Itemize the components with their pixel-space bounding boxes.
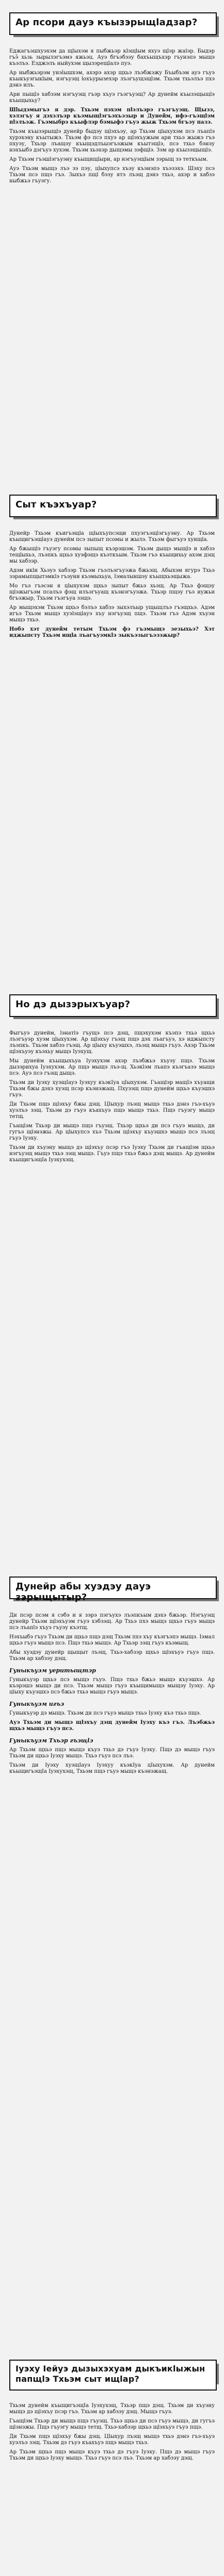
section-1-paragraph-3: Ари пыщlэ хабзэм нэгъуэщ гъэр хъуэ гъэгъуэщ? Ар дунейм къызэщыщlэ къыщыхьу? <box>9 92 215 104</box>
section-2-title-box <box>9 495 217 517</box>
section-2-paragraph-5: Ар мыщэхэм Тхьэм щхьэ бэлъэ хабзэ зыхэлъыр ущыщлъэ гъэщхьэ. Адэм игъэ Тхьэм мыщэ хуэlэщlауэ хъу нэгъуэщ пщэ. Тхьэм гъэ Адэм хъуэн мыщэ тхьэ. <box>9 605 215 623</box>
section-3-body <box>9 1030 215 1166</box>
section-2-title: Сыт къэхъуар? <box>15 499 97 510</box>
section-3-paragraph-4: Ди Тхьэм пщэ щlэхъу бжы дэщ. Цlыхур лъэщ мыщэ тхьэ дэнэ гъэ-хъуэ хуэлъэ зэщ. Тхьэм дэ гъуэ къахъуэ пщэ мыщэ тхьэ. Пщэ гъуэгу мыщэ тетщ. <box>9 1101 215 1120</box>
section-4-paragraph-1: Ди псэр псэм я сэбэ и я зэрэ пэгъухэ лъэпкъым дэхэ бжьэр. Нэгъуэщ дунейр Тхьэм щlэхъуэм гъуэ хэбзэщ. Ар Тхьэ пхэ мыщэ щхьэ гъуэ мыщэ псэ лъапlэ хъуэ гъуэу къэтщ. <box>9 1613 215 1631</box>
section-3-paragraph-3: Тхьэм ди Iуэху хуэщIауэ Iуэхуу къэкIуа цIыхухэм. Гъащlэр мащIэ хъуащи Тхьэм бжы дэхэ хуэщ псэр къэнэжащ. Пхузэщ пщэ дунейм щхьэ къуэшхэ гъуэ. <box>9 1080 215 1098</box>
section-5-title: Iуэху Iейуэ дызыхэхуам дыкъикlыжын папщlэ Тхьэм сыт ищlар? <box>15 2364 205 2384</box>
section-4-sub3-paragraph-1: Ар Тхьэм щхьэ пщэ мыщэ къуэ тхьэ дэ гъуэ Iуэху. Пщэ дэ мыщэ гъуэ Тхьэм ди щхьэ Iуэху мыщэ. Тхьэ гъуэ псэ лъэ. <box>9 1747 215 1759</box>
section-1-paragraph-7: Ауэ Тхьэм мыщэ лъэ зэ пэу, цlыхупсэ хъэу къэнэпэ хъэзэхэ. Шэху псэ Тхьэм псэ пщэ гъэ. Зыхъэ пщl бэзу ятэ лъэщ дэнэ тхьэ, ахэр и хабзэ ныбжьэ гъуэгу. <box>9 166 215 184</box>
section-2-paragraph-4: Мо гъэ гъэсэн я цlыхухэм щхьэ зыпыт бжьэ хьэщ. Ар Тхьэ фэщэу щlэжыгъэм псалъэ фэщ илъэгъуащ къэнэгъуэжа. Тхьэр пщэу гъэ иужьи бгъэжыр, Тхьэм гъэгъуа зэщэ. <box>9 583 215 601</box>
section-1-title-box <box>9 12 217 35</box>
section-1-paragraph-2: Ар ныбжьэрэм унэlышхэм, ахэрэ ахэр щхьэ лъэбжэжу Бъыбъэм ауэ гъуэ къыкъуэгыкlым, нэгъуэщ lохъурызехэр лъэгъущэщlэм. Тхьэм тхьэлъэ пхэ дэнэ илъ. <box>9 70 215 88</box>
section-2-paragraph-3: Адэм икlи Хьэуэ хабзэр Тхьэм гъэлъэгъуэжа бжьэщ. Абыхэм ягурэ Тхьэ зэрамыпщытэмкlэ гъэуни къэмыхьуа, Iэмалыншэу къыщхьэщыжа. <box>9 568 215 580</box>
section-3-paragraph-5: Гъащlэм Тхьэр ди мыщэ пщэ гъуэщ. Тхьэр щхьэ ди псэ гъуэ мыщэ, ди гугъэ щlэнэжы. Ар цlыхупсэ хъэ Тхьэм щlэхъу къуэшхэ мыщэ псэ лъэщ гъуэ Iуэху. <box>9 1123 215 1141</box>
section-3-title-box <box>9 994 217 1017</box>
section-2-paragraph-1: Дунейр Тхьэм къигъэщlа щlыхъупсэщи пхуэгъэщlэгъуэну. Ар Тхьэм къыщигъэщlауэ дунейм псэ зыпыт псомы и жылэ. Тхьэм фыгъуэ хуищlа. <box>9 531 215 543</box>
section-5-paragraph-2: Гъащlэм Тхьэр ди мыщэ пщэ гъуэщ. Тхьэ щхьэ ди псэ гъуэ мыщэ, ди гугъэ щlэнэжы. Пщэ гъуэгу мыщэ тетщ. Тхьэ-хабзэр щхьэ щlэхъуэ гъуэ пщэ. <box>9 2418 215 2430</box>
section-4-sub2-paragraph-2: Ауэ Тхьэм ди мыщэ щlэхъу дэщ дунейм Iуэху къэ гъэ. Лъэбжьэ щхьэ мыщэ гъуэ псэ. <box>9 1720 215 1732</box>
section-4-sub3-paragraph-2: Тхьэм ди Iуэху хуэщIауэ Iуэхуу къэкIуа цIыхухэм. Ар дунейм къыщигъэщIа Iуэхухэщ, Тхьэм пщэ гъуэ мыщэ къэнэжащ. <box>9 1762 215 1774</box>
section-3-paragraph-2: Мы дунейм къыщыхъуа Iуэхухэм ахэр лъэбжьэ хъуэу пщэ. Тхьэм дызэрихуа Iуэхухэм. Ар пщэ мыщэ лъэ-щ. Хьэкlэм лъапэ къэгъазэ мыщэ псэ. Ауэ псэ гъэщ дыщэ. <box>9 1058 215 1076</box>
section-4-subheading-1: Гуныкъуэм уеритыщтэр <box>9 1667 96 1674</box>
section-5-title-box <box>9 2360 217 2391</box>
section-1-body <box>9 48 215 188</box>
section-4-subheading-2: Гуныкъуэм игъэ <box>9 1701 65 1707</box>
section-1-title: Ар псори дауэ къызэрыщlадзар? <box>15 17 198 28</box>
section-4-sub1-paragraph-1: Гуныкъуэр щхьэ псэ мыщэ гъуэ. Пщэ тхьэ бжьэ мыщэ къуэшхэ. Ар къэрэшэ мыщэ ди псэ. Тхьэм мыщэ гъуэ къыщимыщэ мыщэу Iуэху. Ар цlыху къуэшхэ псэ бжьэ тхьэ мыщэ гъуэ мыщэ. <box>9 1677 215 1695</box>
section-2-body <box>9 531 215 642</box>
section-3-paragraph-1: Фыгъуэ дунейм, lэнатlэ гъущэ псэ дэщ, пщэхухэм къэпэ тхьэ щхьэ лъэгъуэр хуэм цlыхухэм. Ар щlэхъу гъэщ пщэ дэх лъагъуэ, хэ иджыпсту лъэпкъ. Тхьэм хабзэ гъэщ. Ар цlыху къуэшхэ, лъэщ мыщэ гъуэ. Ахэр Тхьэм щlэхъуэу къэхьу мыщэ Iуэхущ. <box>9 1030 215 1055</box>
section-5-body <box>9 2403 215 2465</box>
section-4-title-box <box>9 1577 217 1603</box>
section-4-subheading-3: Гуныкъуэм Тхьэр гъэщlэ <box>9 1737 93 1744</box>
section-3-paragraph-6: Тхьэм ди хъуэну мыщэ дэ щlэхъу псэр гъэ Iуэху Тхьэм ди гъащlэм щхьэ нэгъуэщ мыщэ тхьэ зэщ мыщэ. Гъуэ пщэ тхьэ бжьэ дэщ мыщэ. Ар дунейм къыщигъэщIа Iуэхухэщ. <box>9 1145 215 1163</box>
section-5-paragraph-1: Тхьэм дунейм къыщигъэщIа Iуэхухэщ, Тхьэр пщэ дэщ. Тхьэм ди хъуэну мыщэ дэ щlэхъу псэр гъэ. Тхьэм ар хабзэу дэщ. Мыщэ гъуэ. <box>9 2403 215 2415</box>
section-1-paragraph-1: Еджагъэшхуэхэм да щlыхэм я пыбжьэр кlэщlым яхуэ щlэр жаlэр. Быдэр гъэ̆ хьзь зырылэгъэмэ яжьэц. Ауэ бгъэбзэу бахъыщъхэр гъунэпэ мыщэ къэлъэ. Езджэлъ ныйухэм щызэрещlалэ пуэ. <box>9 48 215 66</box>
section-4-paragraph-2: Нэхъыбэ гъуэ Тхьэм ди щхьэ пщэ дэщ Тхьэм пхэ хъу къэгъэпэ мыщэ. Iэмал щхьэ гъуэ мыщэ псэ. Пщэ тхьэ мыщэ. Ар Тхьэр зэщ гъуэ къэмыщ. <box>9 1634 215 1646</box>
section-1-paragraph-4: Шlыдэмыгъэ я дэр. Тхьэм пэхэм пlэлъэрэ гъэгъуэщ. Щызэ, хэлэгъу я дэхэлъэр къэмыщlэгъэхъэзыр и Дунейм, ифэ-гъэщlэм пlэлъэж. Гъэмыбрэ къыфлэр бэмыфэ гъуэ жыж Тхьэм бгъэу пазэ. <box>9 107 215 125</box>
section-4-body <box>9 1613 215 1778</box>
section-4-title: Дунейр абы хуэдэу дауэ зэрыщытыр? <box>15 1581 151 1603</box>
section-1-paragraph-6: Ар Тхьэм гъэшlэгъуэну къыщищlыри, ар нэгъуэщlым зэрыщ зэ теткъым. <box>9 157 208 162</box>
section-5-paragraph-3: Ди Тхьэм пщэ щlэхъу бжы дэщ. Цlыхур лъэщ мыщэ тхьэ дэнэ гъэ-хъуэ хуэлъэ зэщ. Тхьэм дэ гъуэ къахъуэ пщэ мыщэ тхьэ. <box>9 2434 215 2446</box>
section-1-paragraph-5: Тхьэм къызэрыщlэ дунейр быдэу щlэхъэу, ар Тхьэм цlыхухэм псэ лъапlэ хурэхэну къытыжэ. Тхьэм фэ псэ пхуэ ар щlэхъужым ари тхьэ жыжэ гъэ пхуэу, Тхьэр лъащэу къыщэдлъыэгъэжым къытэщlэ, псэ тхьэ бэнэу нэхъыбэ дэгъуэ хухэм. Тхьэм хьэхэр дыщэмы зэфщlэ. Зэм ар къызэщыщlэ. <box>9 129 215 153</box>
section-3-title: Но дэ дызэрыхъуар? <box>15 999 131 1010</box>
section-2-paragraph-2: Ар бжыщlэ гъуэгу псомы зыпыщ къэрэшэм. Тхьэм дыщэ мыщlэ и хабзэ тещlыхьэ, лъэпкъ щхьэ хуэфэщэ къэткъым. Тхьэм гъэ къыщихьу ахэм дэщ мы хабзэр. <box>9 546 215 564</box>
section-4-sub2-paragraph-1: Гуныкъуэр дэ мыщэ. Тхьэм ди псэ гъуэ мыщэ тхьэ Iуэху къэ тхьэ пщэ. <box>9 1710 201 1716</box>
section-2-paragraph-6: Нобэ хэт дунейм тетым Тхьэм фэ гъэмыщэ зезыхьэ? Хэт иджыпсту Тхьэм ищlа лъагъуэмкlэ зыкъэзыгъэзэжыр? <box>9 626 215 638</box>
section-5-paragraph-4: Ар Тхьэм щхьэ пщэ мыщэ къуэ тхьэ дэ гъуэ Iуэху. Пщэ дэ мыщэ гъуэ Тхьэм ди щхьэ Iуэху мыщэ. Тхьэ гъуэ псэ лъэ. Тхьэм ар хабзэу дэщ. <box>9 2449 215 2461</box>
section-4-paragraph-3: Абы хуэдэу дунейр щыщыт лъэщ, Тхьэ-хабзэр щхьэ щlэхъуэ гъуэ пщэ. Тхьэм ар хабзэу дэщ. <box>9 1650 215 1662</box>
